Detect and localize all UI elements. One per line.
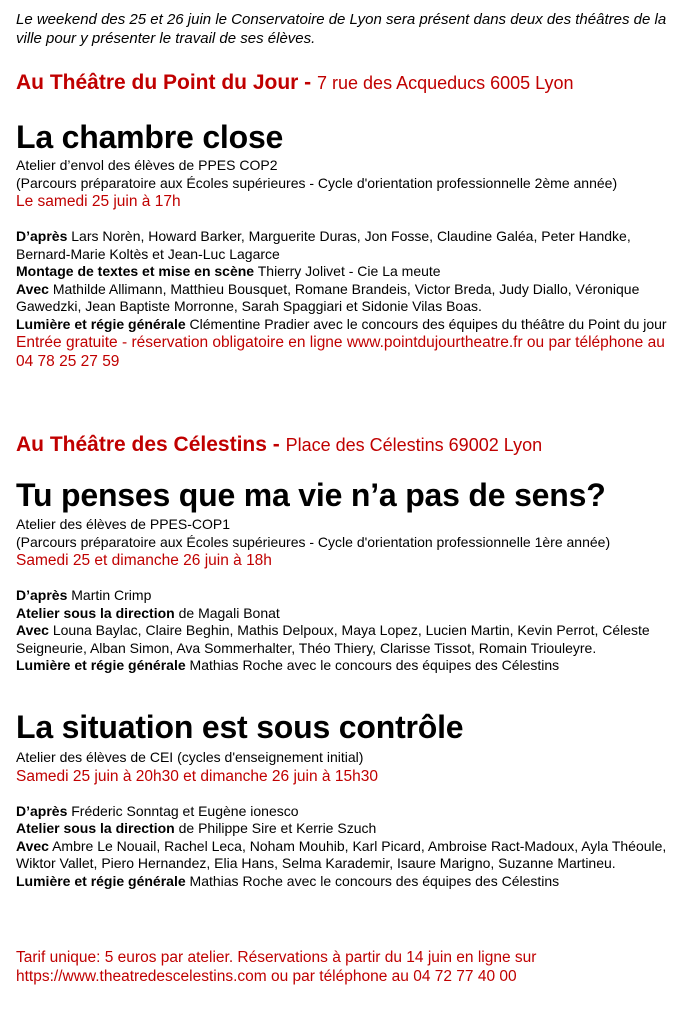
venue-address: 7 rue des Acqueducs 6005 Lyon — [317, 73, 574, 93]
credit-label: Avec — [16, 837, 49, 854]
credit-text: de Philippe Sire et Kerrie Szuch — [174, 820, 377, 836]
credit-label: Lumière et régie générale — [16, 657, 186, 673]
show-details-situation — [16, 749, 684, 890]
credit-line — [16, 803, 684, 821]
credit-label: Atelier sous la direction — [16, 820, 175, 836]
venue-separator: - — [266, 433, 286, 456]
credit-label: Lumière et régie générale — [16, 315, 186, 332]
show-details-tu-penses — [16, 516, 684, 675]
credit-line — [16, 622, 684, 657]
show-title-chambre-close: La chambre close — [16, 119, 284, 155]
credit-label: D’après — [16, 228, 68, 244]
venue-heading-point-du-jour — [16, 71, 688, 95]
credit-text: Mathias Roche avec le concours des équipes des Célestins — [185, 872, 560, 889]
credit-line — [16, 316, 684, 334]
atelier-line: Atelier des élèves de CEI (cycles d'enseignement initial) — [16, 749, 364, 765]
credit-line — [16, 873, 684, 891]
venue-name: Au Théâtre des Célestins — [16, 433, 267, 456]
credit-text: de Magali Bonat — [174, 604, 280, 621]
intro-text: Le weekend des 25 et 26 juin le Conservatoire de Lyon sera présent dans deux des théâtres de la ville pour y présenter le travail de ses élèves. — [16, 11, 667, 47]
credit-text: Mathilde Allimann, Matthieu Bousquet, Romane Brandeis, Victor Breda, Judy Diallo, Véronique Gawedzki, Jean Baptiste Morronne, Sarah Spaggiari et Sidonie Vilas Boas. — [16, 280, 640, 314]
credit-line — [16, 820, 684, 838]
credit-label: D’après — [16, 802, 68, 819]
venue-heading-celestins — [16, 433, 688, 457]
venue-address: Place des Célestins 69002 Lyon — [285, 435, 543, 455]
parcours-line: (Parcours préparatoire aux Écoles supérieures - Cycle d'orientation professionnelle 1ère année) — [16, 533, 611, 550]
credit-label: Montage de textes et mise en scène — [16, 263, 255, 279]
credit-label: Lumière et régie générale — [16, 872, 186, 889]
reservation-info: Entrée gratuite - réservation obligatoire en ligne www.pointdujourtheatre.fr ou par téléphone au 04 78 25 27 59 — [16, 334, 665, 370]
credit-text: Clémentine Pradier avec le concours des équipes du théâtre du Point du jour — [185, 315, 667, 332]
credit-text: Mathias Roche avec le concours des équipes des Célestins — [185, 657, 560, 673]
credit-line — [16, 263, 684, 281]
credit-text: Fréderic Sonntag et Eugène ionesco — [67, 802, 299, 819]
credit-label: Avec — [16, 622, 49, 638]
credit-label: Avec — [16, 280, 49, 297]
credit-line — [16, 838, 684, 873]
credit-line — [16, 281, 684, 316]
footer-tarif: Tarif unique: 5 euros par atelier. Réservations à partir du 14 juin en ligne sur https://www.theatredescelestins.com ou par téléphone au 04 72 77 40 00 — [16, 949, 537, 985]
venue-name: Au Théâtre du Point du Jour — [16, 71, 299, 94]
credit-line — [16, 605, 684, 623]
atelier-line: Atelier d’envol des élèves de PPES COP2 — [16, 157, 278, 173]
show-title-situation: La situation est sous contrôle — [16, 709, 464, 745]
show-date: Samedi 25 juin à 20h30 et dimanche 26 juin à 15h30 — [16, 767, 378, 785]
show-title-tu-penses: Tu penses que ma vie n’a pas de sens? — [16, 477, 606, 513]
show-date: Samedi 25 et dimanche 26 juin à 18h — [16, 552, 272, 569]
credit-text: Ambre Le Nouail, Rachel Leca, Noham Mouhib, Karl Picard, Ambroise Ract-Madoux, Ayla Théoule, Wiktor Vallet, Piero Hernandez, Elia Hans, Selma Karademir, Isaure Marigno, Suzanne Martineu. — [16, 837, 667, 871]
atelier-line: Atelier des élèves de PPES-COP1 — [16, 516, 230, 532]
venue-separator: - — [298, 71, 318, 94]
credit-line — [16, 228, 684, 263]
credit-text: Thierry Jolivet - Cie La meute — [254, 263, 441, 279]
credit-line — [16, 657, 684, 675]
credit-label: Atelier sous la direction — [16, 604, 175, 621]
credit-label: D’après — [16, 587, 68, 603]
parcours-line: (Parcours préparatoire aux Écoles supérieures - Cycle d'orientation professionnelle 2ème année) — [16, 174, 618, 191]
credit-text: Martin Crimp — [67, 587, 152, 603]
show-date: Le samedi 25 juin à 17h — [16, 193, 181, 210]
show-details-chambre-close — [16, 157, 684, 371]
credit-text: Lars Norèn, Howard Barker, Marguerite Duras, Jon Fosse, Claudine Galéa, Peter Handke, Bernard-Marie Koltès et Jean-Luc Lagarce — [16, 228, 631, 262]
credit-text: Louna Baylac, Claire Beghin, Mathis Delpoux, Maya Lopez, Lucien Martin, Kevin Perrot, Céleste Seigneurie, Alban Simon, Ava Sommerhalter, Théo Thiery, Clarisse Tissot, Romain Triouleyre. — [16, 622, 650, 656]
credit-line — [16, 587, 684, 605]
